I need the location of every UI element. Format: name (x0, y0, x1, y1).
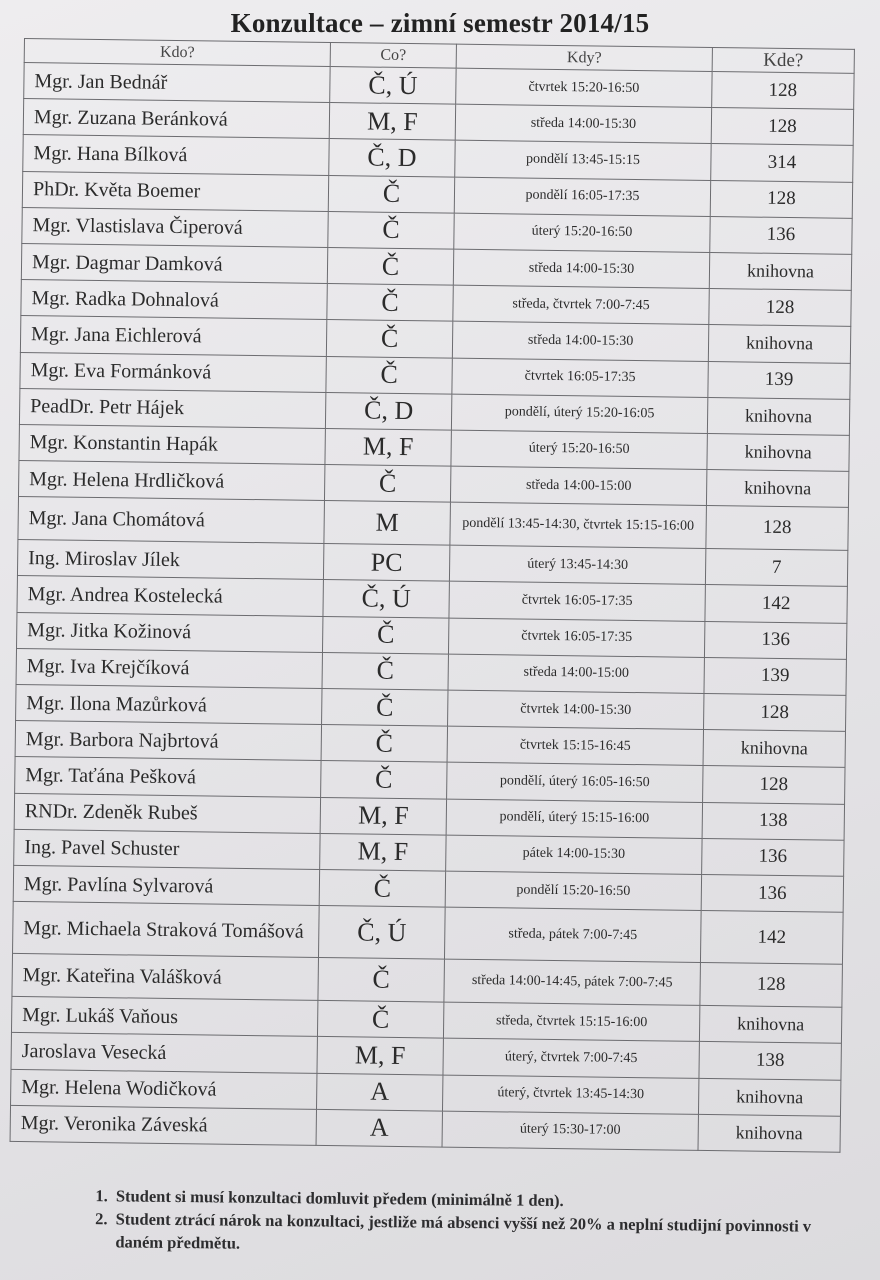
cell-subject: Č (328, 175, 454, 213)
cell-teacher-name: Mgr. Jan Bednář (24, 63, 330, 103)
cell-room: 138 (699, 1042, 841, 1080)
cell-room: 142 (700, 911, 843, 965)
cell-room: 128 (710, 180, 852, 218)
cell-room: knihovna (698, 1114, 840, 1152)
cell-subject: Č (318, 958, 445, 1003)
cell-time: středa 14:00-15:00 (450, 466, 706, 506)
cell-subject: M, F (320, 797, 446, 835)
cell-room: 136 (710, 216, 852, 254)
cell-subject: Č (328, 211, 454, 249)
cell-teacher-name: Mgr. Jitka Kožinová (17, 612, 323, 652)
cell-teacher-name: RNDr. Zdeněk Rubeš (14, 793, 320, 833)
cell-teacher-name: PhDr. Květa Boemer (22, 171, 328, 211)
cell-teacher-name: Mgr. Helena Hrdličková (18, 461, 324, 501)
cell-time: pondělí, úterý 15:15-16:00 (446, 799, 702, 839)
cell-subject: M (324, 501, 451, 546)
cell-teacher-name: Mgr. Jana Chomátová (18, 497, 325, 544)
cell-time: středa 14:00-15:30 (452, 321, 708, 361)
cell-subject: Č, D (329, 139, 455, 177)
cell-room: 314 (711, 144, 853, 182)
cell-subject: Č (321, 761, 447, 799)
cell-time: středa 14:00-15:30 (453, 249, 709, 289)
cell-room: knihovna (707, 433, 849, 471)
cell-teacher-name: Mgr. Jana Eichlerová (20, 316, 326, 356)
cell-time: čtvrtek 16:05-17:35 (448, 618, 704, 658)
cell-subject: Č, Ú (330, 67, 456, 105)
cell-subject: PC (323, 544, 449, 582)
cell-room: 128 (709, 289, 851, 327)
header-who: Kdo? (24, 39, 330, 67)
cell-time: pondělí 16:05-17:35 (454, 177, 710, 217)
cell-time: čtvrtek 14:00-15:30 (448, 690, 704, 730)
cell-teacher-name: Mgr. Zuzana Beránková (23, 99, 329, 139)
cell-time: úterý 15:20-16:50 (454, 213, 710, 253)
cell-time: čtvrtek 15:15-16:45 (447, 726, 703, 766)
cell-subject: Č (321, 725, 447, 763)
cell-subject: Č (327, 247, 453, 285)
cell-time: středa 14:00-14:45, pátek 7:00-7:45 (444, 959, 701, 1005)
cell-subject: Č, D (325, 392, 451, 430)
cell-teacher-name: Mgr. Dagmar Damková (21, 243, 327, 283)
cell-room: 128 (711, 108, 853, 146)
cell-time: středa 14:00-15:30 (455, 104, 711, 144)
cell-subject: Č (326, 320, 452, 358)
cell-teacher-name: Jaroslava Vesecká (11, 1033, 317, 1073)
cell-time: pondělí 13:45-15:15 (455, 141, 711, 181)
cell-teacher-name: Mgr. Andrea Kostelecká (17, 576, 323, 616)
cell-time: pondělí 13:45-14:30, čtvrtek 15:15-16:00 (450, 502, 707, 548)
cell-teacher-name: Mgr. Eva Formánková (20, 352, 326, 392)
cell-room: 7 (705, 549, 847, 587)
cell-teacher-name: Mgr. Konstantin Hapák (19, 424, 325, 464)
consultation-table (10, 38, 855, 1153)
cell-teacher-name: PeadDr. Petr Hájek (19, 388, 325, 428)
cell-subject: Č (324, 465, 450, 503)
cell-subject: Č (322, 616, 448, 654)
cell-room: 136 (702, 838, 844, 876)
cell-subject: A (317, 1073, 443, 1111)
cell-time: čtvrtek 16:05-17:35 (449, 582, 705, 622)
cell-time: středa, čtvrtek 7:00-7:45 (453, 285, 709, 325)
cell-teacher-name: Mgr. Barbora Najbrtová (15, 721, 321, 761)
cell-subject: M, F (329, 103, 455, 141)
cell-room: 128 (703, 766, 845, 804)
cell-room: 136 (701, 874, 843, 912)
cell-teacher-name: Mgr. Kateřina Valášková (12, 954, 319, 1001)
cell-subject: Č (326, 356, 452, 394)
cell-room: knihovna (709, 252, 851, 290)
cell-subject: Č (322, 652, 448, 690)
cell-teacher-name: Mgr. Ilona Mazůrková (16, 684, 322, 724)
cell-teacher-name: Mgr. Radka Dohnalová (21, 280, 327, 320)
cell-teacher-name: Mgr. Lukáš Vaňous (11, 997, 317, 1037)
cell-teacher-name: Mgr. Helena Wodičková (11, 1069, 317, 1109)
header-what: Co? (330, 43, 456, 69)
cell-teacher-name: Mgr. Iva Krejčíková (16, 648, 322, 688)
cell-subject: Č, Ú (323, 580, 449, 618)
cell-room: knihovna (707, 397, 849, 435)
cell-time: pátek 14:00-15:30 (446, 835, 702, 875)
cell-room: 128 (706, 506, 849, 551)
cell-room: knihovna (706, 470, 848, 508)
notes (81, 1184, 842, 1261)
cell-room: 128 (700, 963, 843, 1008)
cell-subject: M, F (320, 833, 446, 871)
cell-teacher-name: Mgr. Michaela Straková Tomášová (13, 902, 320, 958)
cell-time: úterý, čtvrtek 13:45-14:30 (442, 1075, 698, 1115)
cell-time: čtvrtek 16:05-17:35 (452, 358, 708, 398)
cell-subject: Č (327, 284, 453, 322)
header-when: Kdy? (456, 44, 712, 71)
cell-time: středa, čtvrtek 15:15-16:00 (443, 1002, 699, 1042)
cell-room: knihovna (708, 325, 850, 363)
cell-time: úterý 13:45-14:30 (449, 545, 705, 585)
note-item: 2. Student ztrácí nárok na konzultaci, jestliže má absenci vyšší než 20% a neplní studijní povinnosti v daném předmětu. (111, 1207, 841, 1261)
note-item: 1. Student si musí konzultaci domluvit předem (minimálně 1 den). (112, 1184, 842, 1215)
cell-teacher-name: Mgr. Veronika Záveská (10, 1105, 316, 1145)
cell-subject: Č (319, 869, 445, 907)
cell-room: knihovna (698, 1078, 840, 1116)
cell-teacher-name: Ing. Pavel Schuster (14, 829, 320, 869)
cell-teacher-name: Mgr. Taťána Pešková (15, 757, 321, 797)
cell-time: pondělí, úterý 15:20-16:05 (451, 394, 707, 434)
cell-room: 138 (702, 802, 844, 840)
cell-teacher-name: Mgr. Vlastislava Čiperová (22, 207, 328, 247)
cell-room: 128 (712, 72, 854, 110)
cell-subject: Č (317, 1001, 443, 1039)
cell-time: čtvrtek 15:20-16:50 (456, 68, 712, 108)
cell-time: středa, pátek 7:00-7:45 (444, 907, 701, 962)
cell-room: 136 (704, 621, 846, 659)
cell-room: 128 (704, 693, 846, 731)
cell-teacher-name: Mgr. Pavlína Sylvarová (13, 865, 319, 905)
cell-subject: M, F (325, 428, 451, 466)
cell-room: 139 (708, 361, 850, 399)
cell-room: 139 (704, 657, 846, 695)
cell-time: úterý, čtvrtek 7:00-7:45 (443, 1038, 699, 1078)
cell-time: úterý 15:30-17:00 (442, 1111, 698, 1151)
cell-teacher-name: Mgr. Hana Bílková (23, 135, 329, 175)
cell-time: pondělí, úterý 16:05-16:50 (447, 762, 703, 802)
page-title: Konzultace – zimní semestr 2014/15 (230, 8, 650, 38)
cell-subject: Č, Ú (318, 906, 445, 960)
header-where: Kde? (712, 48, 854, 74)
cell-subject: M, F (317, 1037, 443, 1075)
cell-subject: A (316, 1109, 442, 1147)
cell-subject: Č (322, 688, 448, 726)
cell-time: pondělí 15:20-16:50 (445, 871, 701, 911)
cell-room: knihovna (703, 730, 845, 768)
cell-time: úterý 15:20-16:50 (451, 430, 707, 470)
cell-time: středa 14:00-15:00 (448, 654, 704, 694)
cell-room: 142 (705, 585, 847, 623)
cell-teacher-name: Ing. Miroslav Jílek (17, 540, 323, 580)
cell-room: knihovna (699, 1006, 841, 1044)
